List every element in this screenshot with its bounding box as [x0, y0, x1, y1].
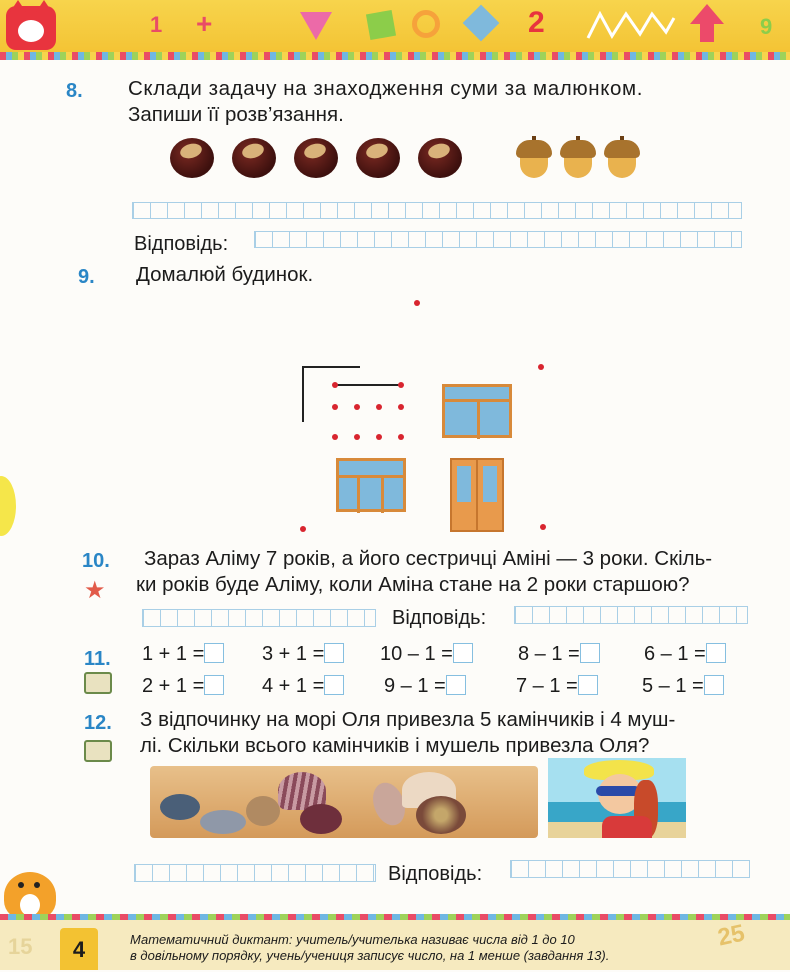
equation [518, 643, 600, 666]
answer-box[interactable] [704, 675, 724, 695]
acorn-group [516, 136, 646, 184]
equation [262, 675, 344, 698]
house-dot [332, 382, 338, 388]
equation-text: 10 – 1 = [380, 643, 453, 665]
equation [516, 675, 598, 698]
scroll-icon [84, 672, 112, 694]
footer-note-line2: в довільному порядку, учень/учениця записує число, на 1 менше (завдання 13). [130, 948, 610, 963]
equation [642, 675, 724, 698]
footer-note [130, 932, 750, 964]
task-11-number: 11. [84, 648, 111, 670]
answer-box[interactable] [446, 675, 466, 695]
task-8-text-line2: Запиши її розв’язання. [128, 103, 344, 126]
task-10-answer-label: Відповідь: [392, 607, 487, 629]
task-10-number: 10. [82, 550, 110, 572]
star-icon: ★ [84, 577, 106, 604]
equation [142, 675, 224, 698]
equation-text: 7 – 1 = [516, 675, 578, 697]
equation [384, 675, 466, 698]
equation-text: 4 + 1 = [262, 675, 325, 697]
equation [380, 643, 473, 666]
equation-text: 6 – 1 = [644, 643, 706, 665]
cat-logo-icon [6, 6, 56, 50]
task-8-solution-grid[interactable] [132, 202, 742, 219]
task-8-text-line1: Склади задачу на знаходження суми за малюнком. [128, 77, 643, 100]
equation [644, 643, 726, 666]
roof-line [302, 366, 360, 368]
task-10-text-line1: Зараз Аліму 7 років, а його сестричці Аміні — 3 роки. Скіль- [144, 547, 713, 570]
chestnut-image [418, 138, 462, 178]
footer-note-line1: Математичний диктант: учитель/учителька називає числа від 1 до 10 [130, 932, 575, 947]
task-12-number: 12. [84, 712, 112, 734]
task-10-answer-grid[interactable] [514, 606, 748, 624]
task-10-text-line2: ки років буде Аліму, коли Аміна стане на 2 роки старшою? [136, 573, 690, 596]
answer-box[interactable] [324, 643, 344, 663]
acorn-image [560, 136, 596, 180]
house-dot [376, 404, 382, 410]
house-dot [540, 524, 546, 530]
zigzag-icon [586, 8, 676, 42]
house-dot [398, 382, 404, 388]
task-12-answer-label: Відповідь: [388, 863, 483, 885]
sunglasses-image [596, 786, 640, 796]
stone-image [246, 796, 280, 826]
acorn-image [516, 136, 552, 180]
stone-image [200, 810, 246, 834]
house-dot [332, 404, 338, 410]
scroll-icon [84, 740, 112, 762]
door-image [450, 458, 504, 532]
house-dot [354, 404, 360, 410]
equation-text: 5 – 1 = [642, 675, 704, 697]
answer-box[interactable] [204, 643, 224, 663]
header-decoration-plus: + [196, 8, 213, 39]
swimsuit-image [602, 816, 652, 838]
task-8-number: 8. [66, 80, 83, 102]
answer-box[interactable] [453, 643, 473, 663]
house-dot [538, 364, 544, 370]
equation-text: 3 + 1 = [262, 643, 325, 665]
task-12-text-line2: лі. Скільки всього камінчиків і мушель привезла Оля? [140, 734, 650, 757]
house-drawing-area[interactable] [290, 296, 550, 536]
stone-image [160, 794, 200, 820]
equation-text: 2 + 1 = [142, 675, 205, 697]
equation-text: 9 – 1 = [384, 675, 446, 697]
side-tab [0, 476, 16, 536]
header-stripe [0, 52, 790, 60]
task-8-answer-grid[interactable] [254, 231, 742, 248]
chestnut-image [170, 138, 214, 178]
roof-line-short [334, 384, 402, 386]
house-dot [332, 434, 338, 440]
task-12-text-line1: З відпочинку на морі Оля привезла 5 камінчиків і 4 муш- [140, 708, 676, 731]
footer-corner-number-right: 25 [715, 919, 748, 952]
task-8-answer-label: Відповідь: [134, 233, 229, 255]
chestnut-group [170, 138, 470, 184]
sand-shells-picture [150, 766, 538, 838]
equation-text: 1 + 1 = [142, 643, 205, 665]
chestnut-image [232, 138, 276, 178]
house-dot [354, 434, 360, 440]
task-9-number: 9. [78, 266, 95, 288]
answer-box[interactable] [578, 675, 598, 695]
house-dot [300, 526, 306, 532]
answer-box[interactable] [580, 643, 600, 663]
house-dot [398, 434, 404, 440]
square-icon [366, 10, 396, 40]
house-dot [414, 300, 420, 306]
shell-image [300, 804, 342, 834]
task-9-text: Домалюй будинок. [136, 263, 314, 286]
house-dot [398, 404, 404, 410]
triangle-icon [300, 12, 332, 40]
answer-box[interactable] [324, 675, 344, 695]
task-12-solution-grid[interactable] [134, 864, 376, 882]
circle-icon [412, 10, 440, 38]
footer-corner-number-left: 15 [8, 934, 33, 959]
window-image [442, 384, 512, 438]
girl-at-sea-picture [548, 758, 686, 838]
task-10-solution-grid[interactable] [142, 609, 376, 627]
equation-text: 8 – 1 = [518, 643, 580, 665]
task-12-answer-grid[interactable] [510, 860, 750, 878]
chestnut-image [356, 138, 400, 178]
window-image [336, 458, 406, 512]
header-decoration-nine: 9 [760, 14, 773, 39]
equation [262, 643, 344, 666]
fox-mascot-icon [4, 872, 56, 920]
header-decoration-two: 2 [528, 6, 545, 39]
shell-image [416, 796, 466, 834]
acorn-image [604, 136, 640, 180]
answer-box[interactable] [204, 675, 224, 695]
header-decoration-one: 1 [150, 12, 163, 37]
wall-line [302, 366, 304, 422]
chestnut-image [294, 138, 338, 178]
equation [142, 643, 224, 666]
house-dot [376, 434, 382, 440]
page-number: 4 [60, 928, 98, 970]
answer-box[interactable] [706, 643, 726, 663]
arrow-up-icon [690, 4, 724, 44]
